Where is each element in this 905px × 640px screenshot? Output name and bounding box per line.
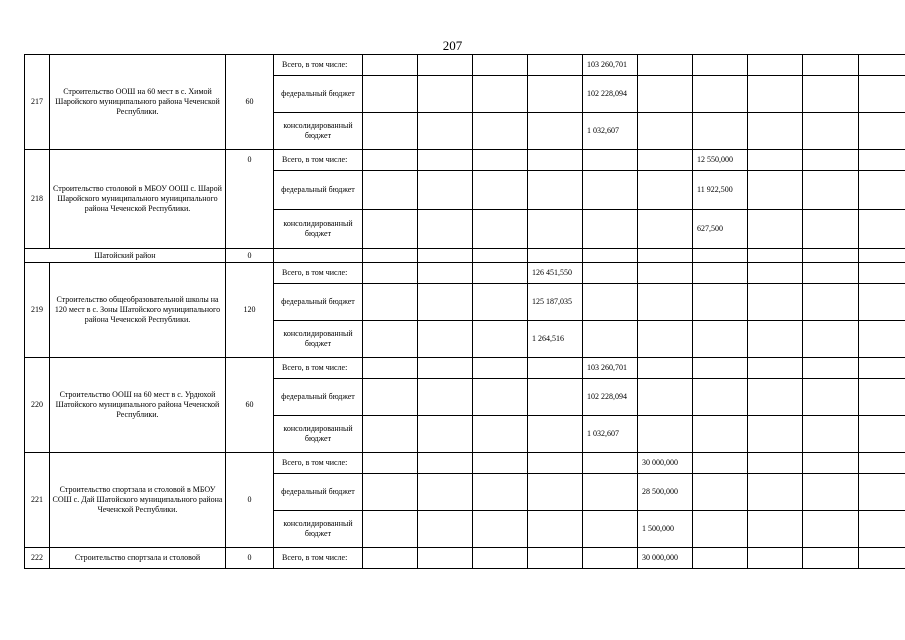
page-number: 207 [442, 38, 463, 53]
empty-cell [528, 150, 583, 171]
empty-cell [803, 249, 859, 263]
project-name: Строительство спортзала и столовой [50, 548, 226, 569]
row-number: 222 [25, 548, 50, 569]
empty-cell [803, 150, 859, 171]
empty-cell [473, 548, 528, 569]
empty-cell [803, 379, 859, 416]
empty-cell [583, 474, 638, 511]
empty-cell [693, 113, 748, 150]
empty-cell [418, 210, 473, 249]
empty-cell [803, 171, 859, 210]
empty-cell [859, 379, 905, 416]
empty-cell [528, 379, 583, 416]
empty-cell [528, 358, 583, 379]
funding-source-consolidated: консолидированный бюджет [274, 511, 363, 548]
funding-source-federal: федеральный бюджет [274, 76, 363, 113]
funding-value: 11 922,500 [693, 171, 748, 210]
empty-cell [859, 249, 905, 263]
empty-cell [859, 321, 905, 358]
empty-cell [748, 113, 803, 150]
empty-cell [803, 548, 859, 569]
empty-cell [803, 263, 859, 284]
empty-cell [418, 76, 473, 113]
empty-cell [274, 249, 363, 263]
empty-cell [418, 474, 473, 511]
empty-cell [638, 263, 693, 284]
empty-cell [583, 284, 638, 321]
empty-cell [473, 416, 528, 453]
empty-cell [748, 511, 803, 548]
empty-cell [748, 474, 803, 511]
empty-cell [748, 55, 803, 76]
empty-cell [693, 416, 748, 453]
empty-cell [638, 76, 693, 113]
empty-cell [363, 171, 418, 210]
funding-value: 1 032,607 [583, 416, 638, 453]
empty-cell [693, 76, 748, 113]
funding-value: 12 550,000 [693, 150, 748, 171]
empty-cell [528, 474, 583, 511]
empty-cell [859, 511, 905, 548]
empty-cell [473, 284, 528, 321]
empty-cell [418, 171, 473, 210]
table-row [25, 358, 905, 379]
empty-cell [473, 113, 528, 150]
capacity: 0 [226, 453, 274, 548]
empty-cell [583, 321, 638, 358]
empty-cell [693, 548, 748, 569]
funding-source-federal: федеральный бюджет [274, 379, 363, 416]
funding-source-federal: федеральный бюджет [274, 284, 363, 321]
empty-cell [859, 358, 905, 379]
empty-cell [859, 76, 905, 113]
project-name: Строительство ООШ на 60 мест в с. Урдюхой Шатойского муниципального района Чеченской Республики. [50, 358, 226, 453]
empty-cell [583, 150, 638, 171]
empty-cell [528, 511, 583, 548]
project-name: Строительство столовой в МБОУ ООШ с. Шарой Шаройского муниципального муниципального района Чеченской Республики. [50, 150, 226, 249]
empty-cell [803, 284, 859, 321]
empty-cell [363, 76, 418, 113]
district-capacity: 0 [226, 249, 274, 263]
empty-cell [693, 263, 748, 284]
empty-cell [418, 416, 473, 453]
funding-value: 627,500 [693, 210, 748, 249]
empty-cell [473, 474, 528, 511]
funding-source-consolidated: консолидированный бюджет [274, 321, 363, 358]
funding-value: 102 228,094 [583, 379, 638, 416]
empty-cell [693, 321, 748, 358]
empty-cell [748, 416, 803, 453]
empty-cell [638, 416, 693, 453]
empty-cell [473, 210, 528, 249]
empty-cell [363, 284, 418, 321]
funding-source-total: Всего, в том числе: [274, 358, 363, 379]
empty-cell [859, 113, 905, 150]
funding-value: 125 187,035 [528, 284, 583, 321]
empty-cell [473, 379, 528, 416]
empty-cell [473, 171, 528, 210]
empty-cell [528, 210, 583, 249]
empty-cell [638, 379, 693, 416]
funding-value: 30 000,000 [638, 453, 693, 474]
funding-value: 1 264,516 [528, 321, 583, 358]
empty-cell [638, 210, 693, 249]
project-name: Строительство общеобразовательной школы на 120 мест в с. Зоны Шатойского муниципального района Чеченской Республики. [50, 263, 226, 358]
empty-cell [363, 55, 418, 76]
funding-source-consolidated: консолидированный бюджет [274, 210, 363, 249]
funding-source-consolidated: консолидированный бюджет [274, 416, 363, 453]
empty-cell [638, 284, 693, 321]
funding-source-federal: федеральный бюджет [274, 474, 363, 511]
empty-cell [859, 263, 905, 284]
empty-cell [748, 548, 803, 569]
empty-cell [748, 284, 803, 321]
empty-cell [748, 171, 803, 210]
empty-cell [418, 150, 473, 171]
empty-cell [583, 210, 638, 249]
funding-value: 102 228,094 [583, 76, 638, 113]
empty-cell [363, 474, 418, 511]
funding-source-total: Всего, в том числе: [274, 150, 363, 171]
empty-cell [693, 453, 748, 474]
funding-source-total: Всего, в том числе: [274, 55, 363, 76]
funding-source-total: Всего, в том числе: [274, 453, 363, 474]
empty-cell [363, 321, 418, 358]
empty-cell [638, 55, 693, 76]
empty-cell [528, 171, 583, 210]
capacity: 60 [226, 55, 274, 150]
funding-source-federal: федеральный бюджет [274, 171, 363, 210]
capacity: 0 [226, 548, 274, 569]
row-number: 217 [25, 55, 50, 150]
empty-cell [748, 321, 803, 358]
empty-cell [803, 76, 859, 113]
empty-cell [418, 548, 473, 569]
district-row [25, 249, 905, 263]
empty-cell [583, 548, 638, 569]
empty-cell [473, 76, 528, 113]
empty-cell [638, 321, 693, 358]
empty-cell [528, 76, 583, 113]
empty-cell [859, 210, 905, 249]
empty-cell [583, 249, 638, 263]
empty-cell [528, 55, 583, 76]
empty-cell [473, 511, 528, 548]
empty-cell [748, 453, 803, 474]
empty-cell [859, 416, 905, 453]
table-row [25, 263, 905, 284]
funding-value: 126 451,550 [528, 263, 583, 284]
empty-cell [803, 416, 859, 453]
funding-value: 1 032,607 [583, 113, 638, 150]
empty-cell [418, 321, 473, 358]
funding-value: 28 500,000 [638, 474, 693, 511]
empty-cell [803, 358, 859, 379]
table-row [25, 55, 905, 76]
empty-cell [363, 210, 418, 249]
funding-value: 30 000,000 [638, 548, 693, 569]
empty-cell [859, 453, 905, 474]
empty-cell [583, 171, 638, 210]
empty-cell [418, 511, 473, 548]
empty-cell [693, 55, 748, 76]
empty-cell [363, 548, 418, 569]
empty-cell [803, 210, 859, 249]
empty-cell [418, 284, 473, 321]
funding-source-total: Всего, в том числе: [274, 548, 363, 569]
empty-cell [363, 150, 418, 171]
empty-cell [363, 453, 418, 474]
empty-cell [418, 453, 473, 474]
empty-cell [583, 453, 638, 474]
empty-cell [748, 379, 803, 416]
empty-cell [859, 284, 905, 321]
empty-cell [638, 171, 693, 210]
empty-cell [638, 358, 693, 379]
empty-cell [748, 358, 803, 379]
table-row [25, 453, 905, 474]
funding-value: 103 260,701 [583, 358, 638, 379]
empty-cell [363, 249, 418, 263]
empty-cell [583, 511, 638, 548]
row-number: 219 [25, 263, 50, 358]
empty-cell [363, 263, 418, 284]
empty-cell [803, 453, 859, 474]
empty-cell [473, 249, 528, 263]
empty-cell [859, 55, 905, 76]
empty-cell [748, 249, 803, 263]
table-row [25, 150, 905, 171]
empty-cell [473, 321, 528, 358]
empty-cell [803, 474, 859, 511]
empty-cell [693, 379, 748, 416]
row-number: 221 [25, 453, 50, 548]
empty-cell [528, 548, 583, 569]
empty-cell [418, 55, 473, 76]
empty-cell [803, 55, 859, 76]
empty-cell [748, 263, 803, 284]
empty-cell [638, 249, 693, 263]
empty-cell [748, 76, 803, 113]
funding-source-consolidated: консолидированный бюджет [274, 113, 363, 150]
empty-cell [638, 150, 693, 171]
capacity: 0 [226, 150, 274, 249]
empty-cell [693, 284, 748, 321]
empty-cell [748, 210, 803, 249]
empty-cell [528, 249, 583, 263]
empty-cell [693, 358, 748, 379]
empty-cell [363, 358, 418, 379]
empty-cell [528, 453, 583, 474]
empty-cell [583, 263, 638, 284]
empty-cell [473, 55, 528, 76]
district-name: Шатойский район [25, 249, 226, 263]
empty-cell [363, 379, 418, 416]
funding-value: 1 500,000 [638, 511, 693, 548]
empty-cell [363, 511, 418, 548]
empty-cell [363, 416, 418, 453]
empty-cell [528, 113, 583, 150]
empty-cell [363, 113, 418, 150]
empty-cell [859, 171, 905, 210]
empty-cell [859, 548, 905, 569]
empty-cell [693, 249, 748, 263]
empty-cell [803, 321, 859, 358]
budget-table [24, 54, 905, 569]
empty-cell [418, 263, 473, 284]
empty-cell [803, 511, 859, 548]
funding-value: 103 260,701 [583, 55, 638, 76]
empty-cell [859, 474, 905, 511]
empty-cell [748, 150, 803, 171]
empty-cell [418, 379, 473, 416]
empty-cell [693, 511, 748, 548]
empty-cell [418, 358, 473, 379]
empty-cell [473, 263, 528, 284]
capacity: 60 [226, 358, 274, 453]
empty-cell [638, 113, 693, 150]
empty-cell [473, 150, 528, 171]
capacity: 120 [226, 263, 274, 358]
row-number: 218 [25, 150, 50, 249]
empty-cell [473, 453, 528, 474]
project-name: Строительство ООШ на 60 мест в с. Химой Шаройского муниципального района Чеченской Республики. [50, 55, 226, 150]
empty-cell [528, 416, 583, 453]
row-number: 220 [25, 358, 50, 453]
empty-cell [859, 150, 905, 171]
table-row [25, 548, 905, 569]
empty-cell [803, 113, 859, 150]
empty-cell [473, 358, 528, 379]
empty-cell [693, 474, 748, 511]
empty-cell [418, 249, 473, 263]
empty-cell [418, 113, 473, 150]
funding-source-total: Всего, в том числе: [274, 263, 363, 284]
project-name: Строительство спортзала и столовой в МБОУ СОШ с. Дай Шатойского муниципального района Чеченской Республики. [50, 453, 226, 548]
